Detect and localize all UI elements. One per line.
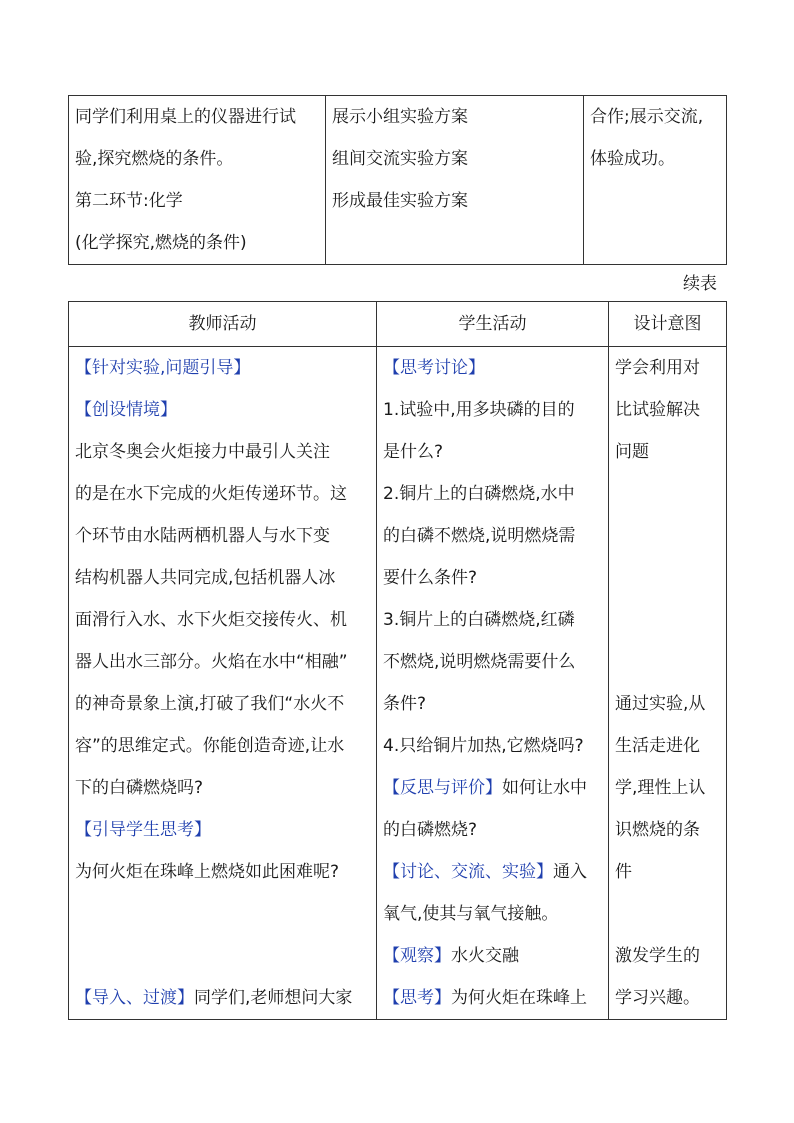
text-line [383, 767, 602, 809]
text-line: 比试验解决 [615, 400, 700, 420]
text-line: 结构机器人共同完成,包括机器人冰 [75, 568, 336, 588]
text-fragment: 同学们,老师想问大家 [194, 988, 353, 1008]
section-tag: 【思考】 [383, 988, 451, 1008]
header-student: 学生活动 [377, 302, 609, 347]
text-line: 1.试验中,用多块磷的目的 [383, 400, 575, 420]
top-table [68, 95, 727, 265]
text-line: 激发学生的 [615, 946, 700, 966]
text-line: (化学探究,燃烧的条件) [75, 233, 247, 253]
spacer [75, 893, 370, 935]
spacer [615, 473, 720, 515]
text-fragment: 为何火炬在珠峰上 [451, 988, 587, 1008]
top-cell-activity [69, 96, 326, 265]
spacer [615, 599, 720, 641]
text-line: 的神奇景象上演,打破了我们“水火不 [75, 694, 345, 714]
text-line: 同学们利用桌上的仪器进行试 [75, 107, 296, 127]
text-line: 北京冬奥会火炬接力中最引人关注 [75, 442, 330, 462]
text-line: 器人出水三部分。火焰在水中“相融” [75, 652, 348, 672]
text-line: 形成最佳实验方案 [332, 191, 468, 211]
section-tag: 【创设情境】 [75, 400, 177, 420]
top-cell-student [326, 96, 584, 265]
text-line: 件 [615, 862, 632, 882]
text-line: 验,探究燃烧的条件。 [75, 149, 234, 169]
text-line: 第二环节:化学 [75, 191, 183, 211]
student-activity-cell [377, 347, 609, 1020]
top-cell-design [584, 96, 727, 265]
text-line: 容”的思维定式。你能创造奇迹,让水 [75, 736, 345, 756]
text-line: 合作;展示交流, [590, 107, 704, 127]
text-line: 下的白磷燃烧吗? [75, 778, 204, 798]
text-line: 的白磷不燃烧,说明燃烧需 [383, 526, 576, 546]
section-tag: 【引导学生思考】 [75, 820, 211, 840]
header-teacher: 教师活动 [69, 302, 377, 347]
text-line: 个环节由水陆两栖机器人与水下变 [75, 526, 330, 546]
section-tag: 【针对实验,问题引导】 [75, 358, 251, 378]
teacher-activity-cell [69, 347, 377, 1020]
spacer [615, 515, 720, 557]
text-fragment: 如何让水中 [502, 778, 587, 798]
spacer [615, 641, 720, 683]
text-line: 生活走进化 [615, 736, 700, 756]
design-intent-cell [609, 347, 727, 1020]
header-design: 设计意图 [609, 302, 727, 347]
spacer [615, 893, 720, 935]
section-tag: 【反思与评价】 [383, 778, 502, 798]
text-line: 学,理性上认 [615, 778, 706, 798]
text-line [383, 935, 602, 977]
section-tag: 【观察】 [383, 946, 451, 966]
text-line: 2.铜片上的白磷燃烧,水中 [383, 484, 575, 504]
text-line: 4.只给铜片加热,它燃烧吗? [383, 736, 584, 756]
text-line: 体验成功。 [590, 149, 675, 169]
text-line: 学习兴趣。 [615, 988, 700, 1008]
text-line: 识燃烧的条 [615, 820, 700, 840]
text-line: 学会利用对 [615, 358, 700, 378]
text-line: 通过实验,从 [615, 694, 706, 714]
text-fragment: 水火交融 [451, 946, 519, 966]
text-line: 的白磷燃烧? [383, 820, 478, 840]
section-tag: 【思考讨论】 [383, 358, 485, 378]
text-line [383, 851, 602, 893]
table-row [69, 96, 727, 265]
text-line: 是什么? [383, 442, 444, 462]
text-line: 展示小组实验方案 [332, 107, 468, 127]
text-line: 不燃烧,说明燃烧需要什么 [383, 652, 576, 672]
text-line: 的是在水下完成的火炬传递环节。这 [75, 484, 347, 504]
text-fragment: 通入 [553, 862, 587, 882]
text-line: 条件? [383, 694, 427, 714]
text-line [383, 977, 602, 1019]
spacer [615, 557, 720, 599]
section-tag: 【导入、过渡】 [75, 988, 194, 1008]
text-line: 3.铜片上的白磷燃烧,红磷 [383, 610, 575, 630]
continued-label: 续表 [683, 274, 717, 294]
table-row [69, 347, 727, 1020]
text-line: 问题 [615, 442, 649, 462]
text-line: 氧气,使其与氧气接触。 [383, 904, 559, 924]
text-line: 为何火炬在珠峰上燃烧如此困难呢? [75, 862, 340, 882]
text-line: 组间交流实验方案 [332, 149, 468, 169]
text-line [75, 977, 370, 1019]
text-line: 要什么条件? [383, 568, 478, 588]
text-line: 面滑行入水、水下火炬交接传火、机 [75, 610, 347, 630]
table-header-row [69, 302, 727, 347]
section-tag: 【讨论、交流、实验】 [383, 862, 553, 882]
main-table [68, 301, 727, 1020]
spacer [75, 935, 370, 977]
